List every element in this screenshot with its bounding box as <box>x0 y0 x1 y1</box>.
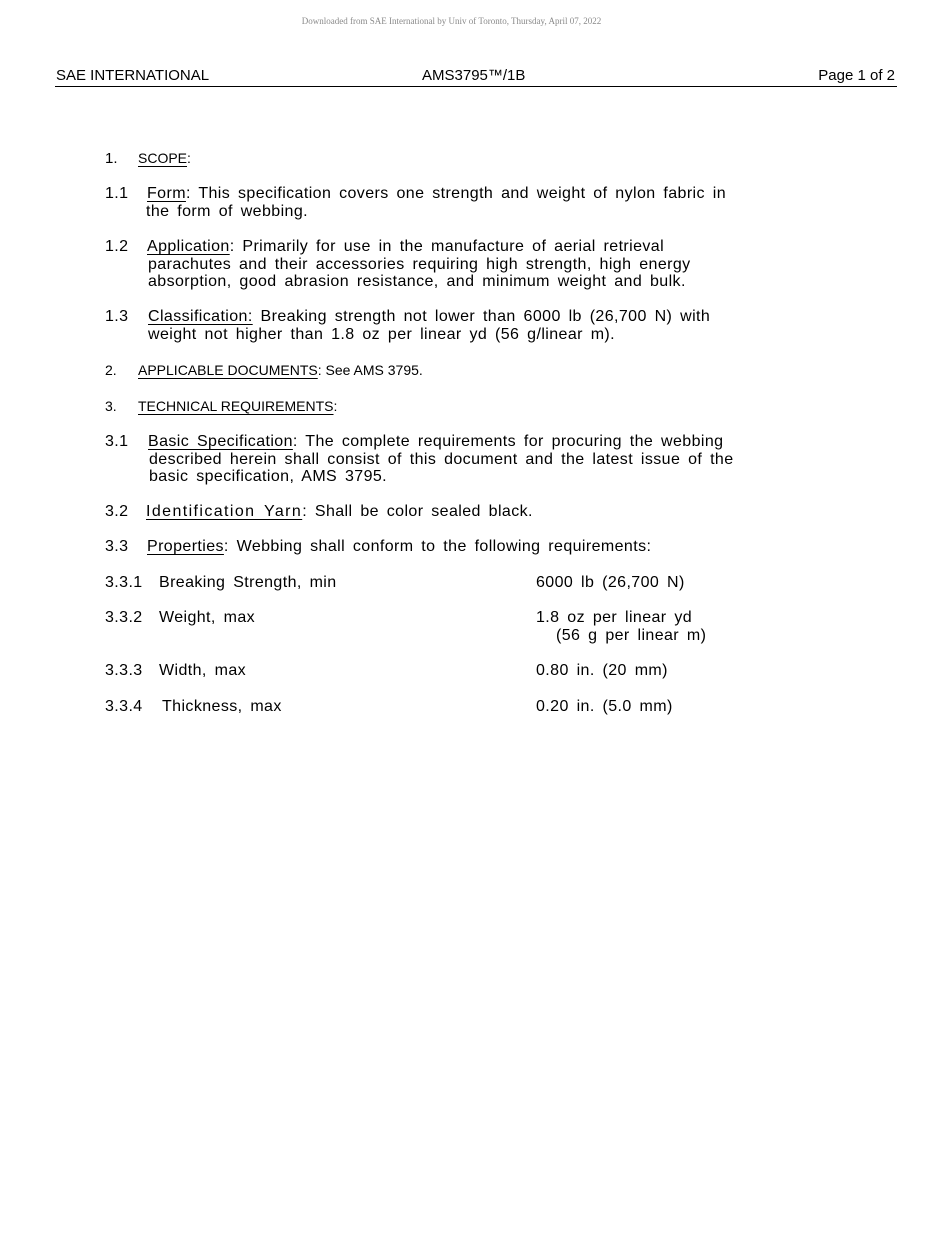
paragraph-1-2-line-2: parachutes and their accessories requiring high strength, high energy <box>148 256 691 273</box>
property-number: 3.3.1 <box>105 574 143 591</box>
paragraph-1-2-line-3: absorption, good abrasion resistance, and minimum weight and bulk. <box>148 273 686 290</box>
paragraph-text: : The complete requirements for procuring the webbing <box>292 433 724 450</box>
paragraph-text: : Primarily for use in the manufacture of aerial retrieval <box>229 238 665 255</box>
property-label: Breaking Strength, min <box>159 574 337 591</box>
paragraph-number: 1.1 <box>105 185 129 202</box>
paragraph-text: Breaking strength not lower than 6000 lb (26,700 N) with <box>252 308 711 325</box>
section-number: 2. <box>105 362 117 378</box>
paragraph-3-3 <box>105 538 651 556</box>
paragraph-term: Basic Specification <box>148 433 293 450</box>
section-1-heading <box>105 150 191 167</box>
property-number: 3.3.3 <box>105 662 143 679</box>
section-title: TECHNICAL REQUIREMENTS <box>138 398 334 414</box>
property-number: 3.3.2 <box>105 609 143 626</box>
paragraph-number: 3.3 <box>105 538 129 555</box>
property-label: Thickness, max <box>162 698 282 715</box>
paragraph-3-1 <box>105 433 723 451</box>
paragraph-term: Identification Yarn <box>146 503 303 520</box>
property-row <box>105 698 282 716</box>
header-organization: SAE INTERNATIONAL <box>56 67 210 84</box>
property-number: 3.3.4 <box>105 698 143 715</box>
paragraph-3-2 <box>105 503 533 521</box>
property-value-secondary: (56 g per linear m) <box>556 627 707 644</box>
property-row <box>105 609 255 627</box>
paragraph-term: Properties <box>147 538 224 555</box>
section-punct: : <box>333 398 338 414</box>
property-value: 0.80 in. (20 mm) <box>536 662 668 679</box>
paragraph-1-3-line-2: weight not higher than 1.8 oz per linear yd (56 g/linear m). <box>148 326 616 343</box>
section-number: 1. <box>105 150 118 167</box>
property-row <box>105 574 337 592</box>
paragraph-term: Application <box>147 238 230 255</box>
property-row <box>105 662 246 680</box>
section-2-heading <box>105 362 423 378</box>
page-header <box>55 66 897 87</box>
paragraph-1-2 <box>105 238 664 256</box>
download-watermark: Downloaded from SAE International by Univ of Toronto, Thursday, April 07, 2022 <box>301 16 602 26</box>
property-value: 0.20 in. (5.0 mm) <box>536 698 673 715</box>
paragraph-text: : Shall be color sealed black. <box>302 503 533 520</box>
section-punct: : <box>187 150 191 166</box>
property-value: 1.8 oz per linear yd <box>536 609 693 626</box>
header-document-number: AMS3795™/1B <box>422 67 526 84</box>
header-page-number: Page 1 of 2 <box>818 67 895 84</box>
paragraph-number: 3.1 <box>105 433 129 450</box>
section-text: : See AMS 3795. <box>317 362 423 378</box>
paragraph-1-1 <box>105 185 726 203</box>
paragraph-term: Form <box>147 185 186 202</box>
paragraph-text: : This specification covers one strength and weight of nylon fabric in <box>185 185 727 202</box>
section-number: 3. <box>105 398 117 414</box>
section-title: SCOPE <box>138 150 188 166</box>
paragraph-term: Classification: <box>148 308 253 325</box>
paragraph-text: : Webbing shall conform to the following requirements: <box>223 538 652 555</box>
paragraph-3-1-line-2: described herein shall consist of this document and the latest issue of the <box>149 451 734 468</box>
property-label: Width, max <box>159 662 247 679</box>
paragraph-3-1-line-3: basic specification, AMS 3795. <box>149 468 388 485</box>
paragraph-number: 1.2 <box>105 238 129 255</box>
paragraph-number: 1.3 <box>105 308 129 325</box>
paragraph-1-1-line-2: the form of webbing. <box>146 203 308 220</box>
property-value: 6000 lb (26,700 N) <box>536 574 685 591</box>
paragraph-1-3 <box>105 308 710 326</box>
paragraph-number: 3.2 <box>105 503 129 520</box>
section-title: APPLICABLE DOCUMENTS <box>138 362 318 378</box>
property-label: Weight, max <box>159 609 256 626</box>
section-3-heading <box>105 398 337 414</box>
